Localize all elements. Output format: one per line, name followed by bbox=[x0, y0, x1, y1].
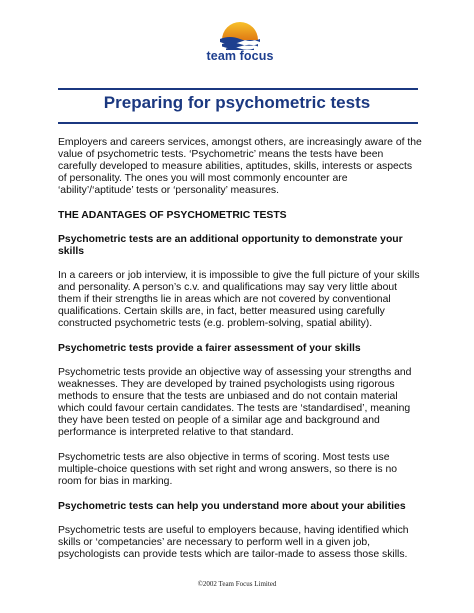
title-bottom-rule bbox=[58, 122, 418, 124]
paragraph-objective-assessment: Psychometric tests provide an objective way of assessing your strengths and weaknesses. They are developed by trained psychologists using rigorous methods to ensure that the tests are unbiased and do not contain material which could favour certain candidates. The tests are ‘standardised’, meaning they have been tested on people of a similar age and background and performance is interpreted relative to that standard. bbox=[58, 367, 412, 438]
paragraph-useful-to-employers: Psychometric tests are useful to employers because, having identified which skills or ‘competancies’ are necessary to perform well in a given job, psychologists can provide tests which are tailor-made to assess those skills. bbox=[58, 525, 409, 560]
title-top-rule bbox=[58, 88, 418, 90]
footer-copyright: ©2002 Team Focus Limited bbox=[197, 580, 277, 588]
paragraph-interview: In a careers or job interview, it is impossible to give the full picture of your skills and personality. A person’s c.v. and qualifications may say very little about them if their strengths lie in areas which are not covered by conventional qualifications. Certain skills are, in fact, better measured using carefully constructed psychometric tests (e.g. problem-solving, spatial ability). bbox=[58, 270, 420, 329]
section-heading: THE ADANTAGES OF PSYCHOMETRIC TESTS bbox=[58, 210, 287, 221]
sunset-logo-icon bbox=[218, 20, 262, 50]
team-focus-logo bbox=[200, 20, 280, 80]
paragraph-objective-scoring: Psychometric tests are also objective in terms of scoring. Most tests use multiple-choice questions with set right and wrong answers, so there is no room for bias in marking. bbox=[58, 452, 398, 487]
subheading-understand-abilities: Psychometric tests can help you understand more about your abilities bbox=[58, 501, 406, 512]
document-body bbox=[58, 137, 422, 574]
document-title: Preparing for psychometric tests bbox=[103, 93, 371, 112]
subheading-demonstrate-skills: Psychometric tests are an additional opportunity to demonstrate your skills bbox=[58, 234, 403, 257]
logo-wordmark: team focus bbox=[206, 49, 274, 63]
intro-paragraph: Employers and careers services, amongst others, are increasingly aware of the value of psychometric tests. ‘Psychometric’ means the tests have been carefully developed to measure abilities, aptitudes, skills, interests or aspects of personality. The ones you will most commonly encounter are ‘ability’/‘aptitude’ tests or ‘personality’ measures. bbox=[58, 137, 422, 196]
subheading-fairer-assessment: Psychometric tests provide a fairer assessment of your skills bbox=[58, 343, 361, 354]
